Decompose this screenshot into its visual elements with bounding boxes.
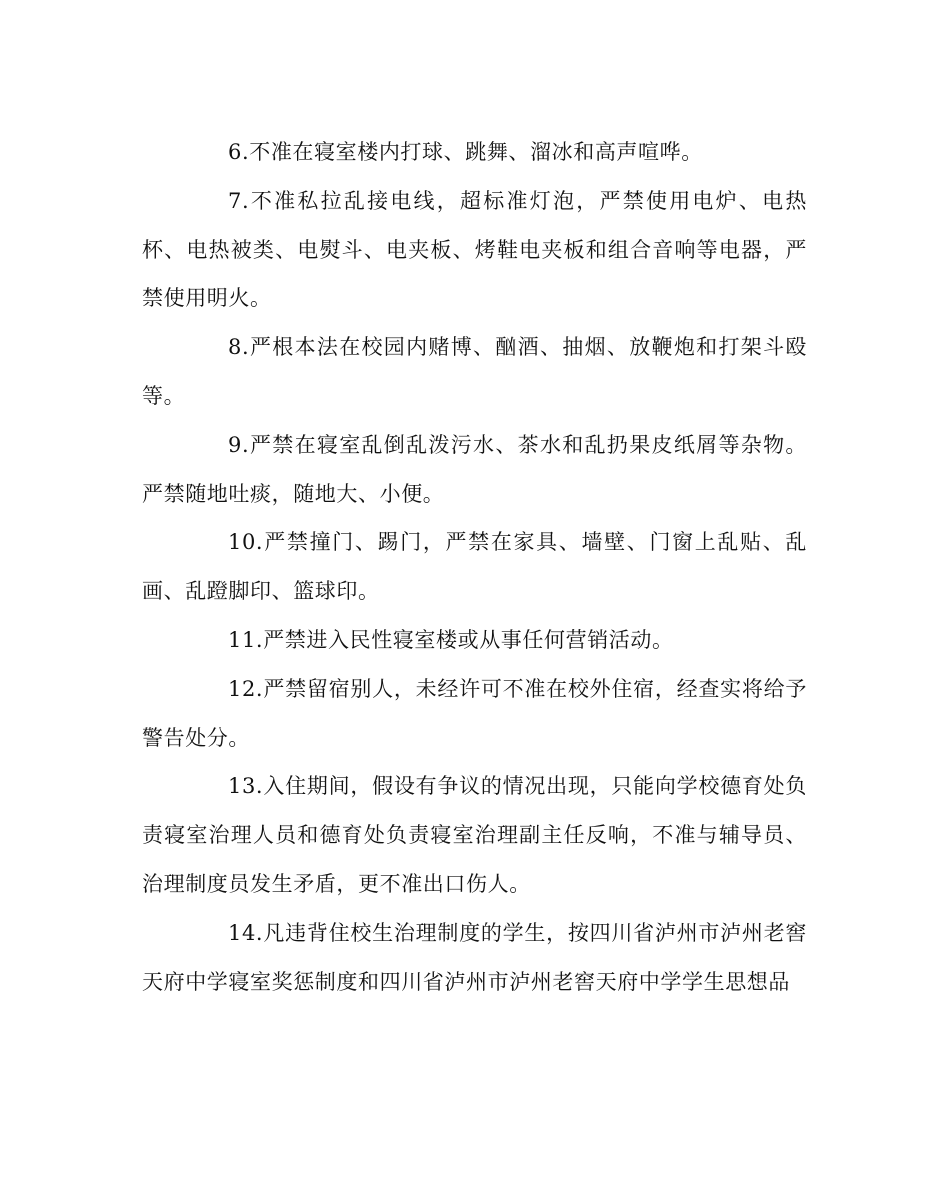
rule-14-paragraph: 14.凡违背住校生治理制度的学生，按四川省泸州市泸州老窖天府中学寝室奖惩制度和四川省泸州市泸州老窖天府中学学生思想品	[142, 920, 807, 994]
rule-8-paragraph: 8.严根本法在校园内赌博、酗酒、抽烟、放鞭炮和打架斗殴等。	[142, 335, 807, 408]
rule-11-paragraph: 11.严禁进入民性寝室楼或从事任何营销活动。	[228, 627, 674, 652]
rule-9-paragraph: 9.严禁在寝室乱倒乱泼污水、茶水和乱扔果皮纸屑等杂物。严禁随地吐痰，随地大、小便。	[142, 432, 807, 506]
document-body	[142, 128, 807, 1006]
rule-7-paragraph: 7.不准私拉乱接电线，超标准灯泡，严禁使用电炉、电热杯、电热被类、电熨斗、电夹板、烤鞋电夹板和组合音响等电器，严禁使用明火。	[142, 188, 807, 311]
rule-12-paragraph: 12.严禁留宿别人，未经许可不准在校外住宿，经查实将给予警告处分。	[142, 676, 807, 750]
rule-10-paragraph: 10.严禁撞门、踢门，严禁在家具、墙壁、门窗上乱贴、乱画、乱蹬脚印、篮球印。	[142, 530, 807, 604]
rule-13-paragraph: 13.入住期间，假设有争议的情况出现，只能向学校德育处负责寝室治理人员和德育处负责寝室治理副主任反响，不准与辅导员、治理制度员发生矛盾，更不准出口伤人。	[142, 774, 807, 896]
rule-6-paragraph: 6.不准在寝室楼内打球、跳舞、溜冰和高声喧哗。	[228, 140, 703, 164]
